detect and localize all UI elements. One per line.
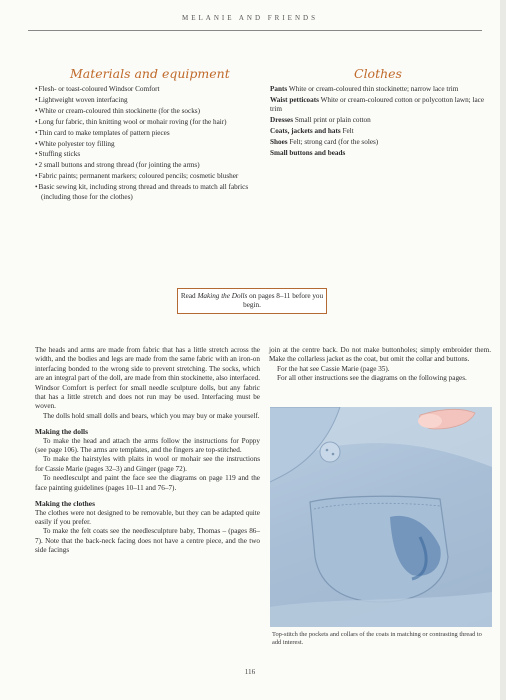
running-head-text: MELANIE AND FRIENDS xyxy=(182,14,318,22)
body-paragraph: To make the head and attach the arms follow the instructions for Poppy (see page 106). The arms are templates, and the fingers are top-stitched. xyxy=(35,436,260,455)
section-heading-dolls: Making the dolls xyxy=(35,427,88,437)
body-left-column xyxy=(35,346,260,556)
body-paragraph: To needlesculpt and paint the face see the diagrams on page 119 and the face painting guidelines (pages 10–11 and 76–7). xyxy=(35,474,260,492)
clothes-entry xyxy=(270,116,490,125)
materials-item: • White or cream-coloured thin stockinette (for the socks) xyxy=(35,107,260,116)
section-heading-clothes: Making the clothes xyxy=(35,499,95,509)
materials-title: Materials and equipment xyxy=(70,66,230,81)
materials-item: • Basic sewing kit, including strong thread and threads to match all fabrics (including those for the clothes) xyxy=(35,183,260,202)
materials-list xyxy=(35,85,260,203)
clothes-label: Pants xyxy=(270,85,288,93)
body-paragraph: join at the centre back. Do not make buttonholes; simply embroider them. Make the collarless jacket as the coat, but omit the collar and buttons. xyxy=(269,346,491,364)
clothes-text: White or cream-coloured thin stockinette; narrow lace trim xyxy=(288,85,459,93)
materials-item: • Flesh- or toast-coloured Windsor Comfort xyxy=(35,85,260,94)
clothes-entry xyxy=(270,85,490,94)
materials-item: • Stuffing sticks xyxy=(35,150,260,159)
clothes-entry xyxy=(270,138,490,147)
photo-caption: Top-stitch the pockets and collars of the coats in matching or contrasting thread to add interest. xyxy=(272,631,482,647)
clothes-text: White or cream-coloured cotton or polycotton lawn; lace trim xyxy=(270,95,485,114)
clothes-label: Dresses xyxy=(270,116,294,125)
read-first-note xyxy=(177,288,327,314)
clothes-label: Shoes xyxy=(270,138,288,147)
clothes-text: Felt xyxy=(342,127,354,136)
body-paragraph: To make the hairstyles with plaits in wool or mohair see the instructions for Cassie Marie (pages 32–3) and Ginger (page 72). xyxy=(35,455,260,473)
body-paragraph: To make the felt coats see the needlesculpture baby, Thomas – (pages 86–7). Note that the back-neck facing does not have a centre piece, and the two side facings xyxy=(35,527,260,555)
materials-item: • Thin card to make templates of pattern pieces xyxy=(35,129,260,138)
felt-coat-photo xyxy=(270,407,492,627)
body-paragraph: For all other instructions see the diagrams on the following pages. xyxy=(277,374,467,383)
header-rule xyxy=(28,30,482,31)
clothes-entry xyxy=(270,149,490,158)
body-paragraph: For the hat see Cassie Marie (page 35). xyxy=(277,364,390,373)
note-post: on pages 8–11 before you begin. xyxy=(243,292,324,310)
page-number: 116 xyxy=(244,668,256,676)
clothes-list xyxy=(270,85,490,160)
materials-item: • 2 small buttons and strong thread (for jointing the arms) xyxy=(35,161,260,170)
materials-item: • Long fur fabric, thin knitting wool or mohair roving (for the hair) xyxy=(35,118,260,127)
clothes-text: Felt; strong card (for the soles) xyxy=(289,138,379,147)
clothes-entry xyxy=(270,96,490,115)
body-paragraph: The clothes were not designed to be removable, but they can be adapted quite easily if you prefer. xyxy=(35,508,260,526)
materials-item: • White polyester toy filling xyxy=(35,140,260,149)
clothes-label: Waist petticoats xyxy=(270,95,319,104)
body-right-column xyxy=(269,346,491,384)
clothes-title: Clothes xyxy=(354,66,402,81)
clothes-entry xyxy=(270,127,490,136)
clothes-label: Coats, jackets and hats xyxy=(270,127,341,136)
body-paragraph: The heads and arms are made from fabric that has a little stretch across the width, and the bodies and legs are made from the same fabric with an iron-on interfacing bonded to the wrong side to prevent stretching. The socks, which are an integral part of the doll, are made from thin stockinette, also interfaced. Windsor Comfort is perfect for small needle sculpture dolls, but any fabric that has a little stretch and does not run may be used. Interfacing must be woven. xyxy=(35,346,260,411)
clothes-label: Small buttons and beads xyxy=(270,148,346,157)
clothes-text: Small print or plain cotton xyxy=(294,116,371,125)
running-head xyxy=(0,14,500,22)
note-book-title: Making the Dolls xyxy=(197,292,248,300)
materials-item: • Lightweight woven interfacing xyxy=(35,96,260,105)
note-pre: Read xyxy=(180,292,198,300)
felt-coat-illustration xyxy=(270,407,492,627)
body-paragraph: The dolls hold small dolls and bears, which you may buy or make yourself. xyxy=(43,411,260,420)
materials-item: • Fabric paints; permanent markers; coloured pencils; cosmetic blusher xyxy=(35,172,260,181)
